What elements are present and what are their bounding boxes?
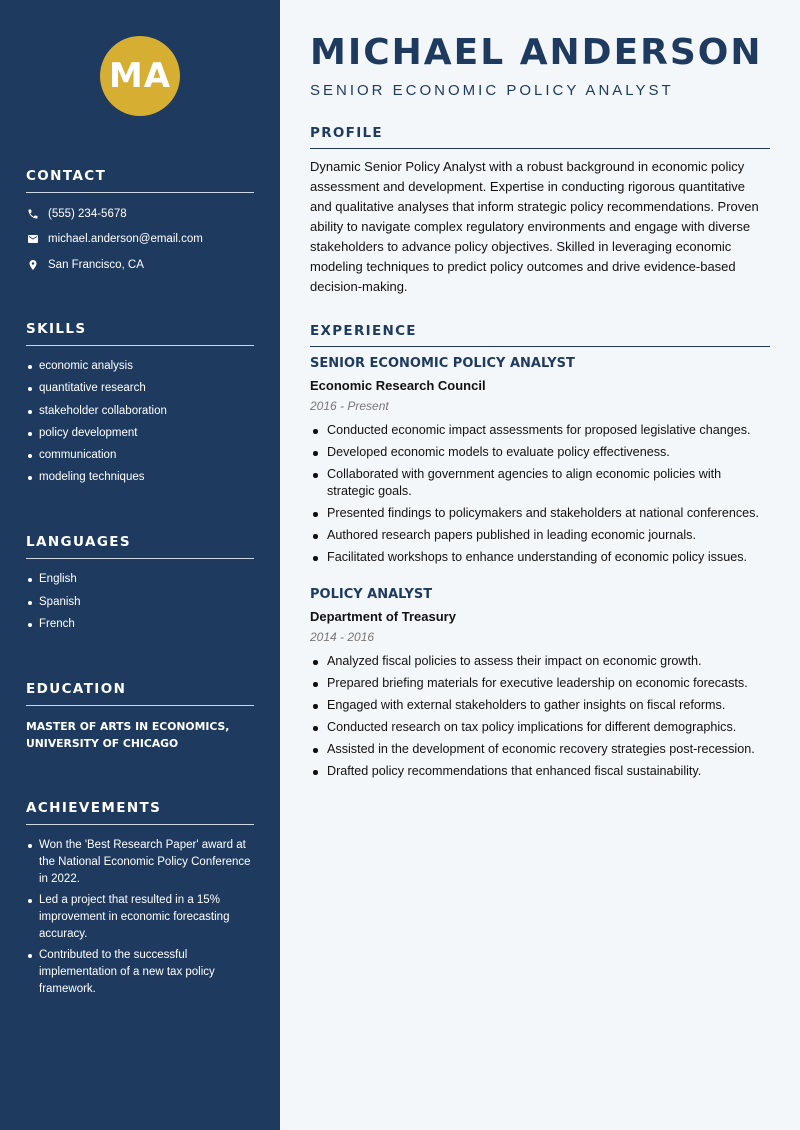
job-dates: 2014 - 2016 [310, 630, 375, 644]
job-bullet: Assisted in the development of economic recovery strategies post-recession. [310, 741, 770, 758]
achievement-item: Contributed to the successful implementation of a new tax policy framework. [26, 947, 254, 998]
email-icon [26, 232, 40, 246]
skill-item: economic analysis [26, 358, 254, 375]
initials-avatar: MA [100, 36, 180, 116]
job-bullet: Engaged with external stakeholders to gather insights on fiscal reforms. [310, 697, 770, 714]
languages-list [26, 571, 254, 633]
language-item: English [26, 571, 254, 588]
sidebar [0, 0, 280, 1130]
education-entry: MASTER OF ARTS IN ECONOMICS, UNIVERSITY OF CHICAGO [26, 720, 230, 751]
skill-item: modeling techniques [26, 469, 254, 486]
profile-section [310, 125, 770, 297]
profile-heading: PROFILE [310, 125, 770, 149]
skill-item: quantitative research [26, 380, 254, 397]
profile-text: Dynamic Senior Policy Analyst with a robust background in economic policy assessment and development. Expertise in conducting rigorous quantitative and qualitative analyses that inform strategic policy recommendations. Proven ability to navigate complex regulatory environments and engage with diverse stakeholders to advance policy objectives. Skilled in leveraging economic modeling techniques to predict policy outcomes and drive evidence-based decision-making. [310, 159, 759, 294]
phone-icon [26, 207, 40, 221]
skills-heading: SKILLS [26, 321, 254, 346]
achievements-section [26, 800, 254, 998]
contact-location [26, 256, 254, 273]
email-text[interactable]: michael.anderson@email.com [48, 233, 203, 245]
phone-text: (555) 234-5678 [48, 207, 127, 220]
job-company: Department of Treasury [310, 609, 456, 624]
contact-heading: CONTACT [26, 168, 254, 193]
language-item: French [26, 616, 254, 633]
education-heading: EDUCATION [26, 681, 254, 706]
job-bullet: Presented findings to policymakers and stakeholders at national conferences. [310, 505, 770, 522]
job-dates: 2016 - Present [310, 399, 389, 413]
skill-item: communication [26, 447, 254, 464]
job-bullet: Conducted research on tax policy implications for different demographics. [310, 719, 770, 736]
job-bullet: Conducted economic impact assessments for proposed legislative changes. [310, 422, 770, 439]
job-bullet: Prepared briefing materials for executive leadership on economic forecasts. [310, 675, 770, 692]
education-section [26, 681, 254, 752]
location-text: San Francisco, CA [48, 258, 144, 271]
contact-section [26, 168, 254, 273]
job-bullet: Analyzed fiscal policies to assess their impact on economic growth. [310, 653, 770, 670]
candidate-name: MICHAEL ANDERSON [310, 32, 763, 73]
main-content [280, 0, 800, 1130]
job-company: Economic Research Council [310, 378, 486, 393]
job-bullet: Authored research papers published in leading economic journals. [310, 527, 770, 544]
skill-item: policy development [26, 425, 254, 442]
job-bullet: Collaborated with government agencies to align economic policies with strategic goals. [310, 466, 770, 500]
achievement-item: Won the 'Best Research Paper' award at the National Economic Policy Conference in 2022. [26, 837, 254, 888]
contact-email [26, 231, 254, 248]
skills-section [26, 321, 254, 486]
job-bullets [310, 422, 770, 566]
contact-phone [26, 205, 254, 222]
experience-heading: EXPERIENCE [310, 323, 770, 347]
job-bullets [310, 653, 770, 780]
achievement-item: Led a project that resulted in a 15% improvement in economic forecasting accuracy. [26, 892, 254, 943]
experience-section [310, 323, 770, 780]
skills-list [26, 358, 254, 486]
job-title: POLICY ANALYST [310, 587, 433, 602]
candidate-role: SENIOR ECONOMIC POLICY ANALYST [310, 82, 674, 99]
job-title: SENIOR ECONOMIC POLICY ANALYST [310, 356, 575, 371]
skill-item: stakeholder collaboration [26, 403, 254, 420]
job-entry [310, 355, 770, 566]
job-bullet: Drafted policy recommendations that enhanced fiscal sustainability. [310, 763, 770, 780]
languages-section [26, 534, 254, 633]
job-entry [310, 586, 770, 780]
language-item: Spanish [26, 594, 254, 611]
location-pin-icon [26, 258, 40, 272]
job-bullet: Developed economic models to evaluate policy effectiveness. [310, 444, 770, 461]
languages-heading: LANGUAGES [26, 534, 254, 559]
job-bullet: Facilitated workshops to enhance understanding of economic policy issues. [310, 549, 770, 566]
achievements-list [26, 837, 254, 998]
achievements-heading: ACHIEVEMENTS [26, 800, 254, 825]
